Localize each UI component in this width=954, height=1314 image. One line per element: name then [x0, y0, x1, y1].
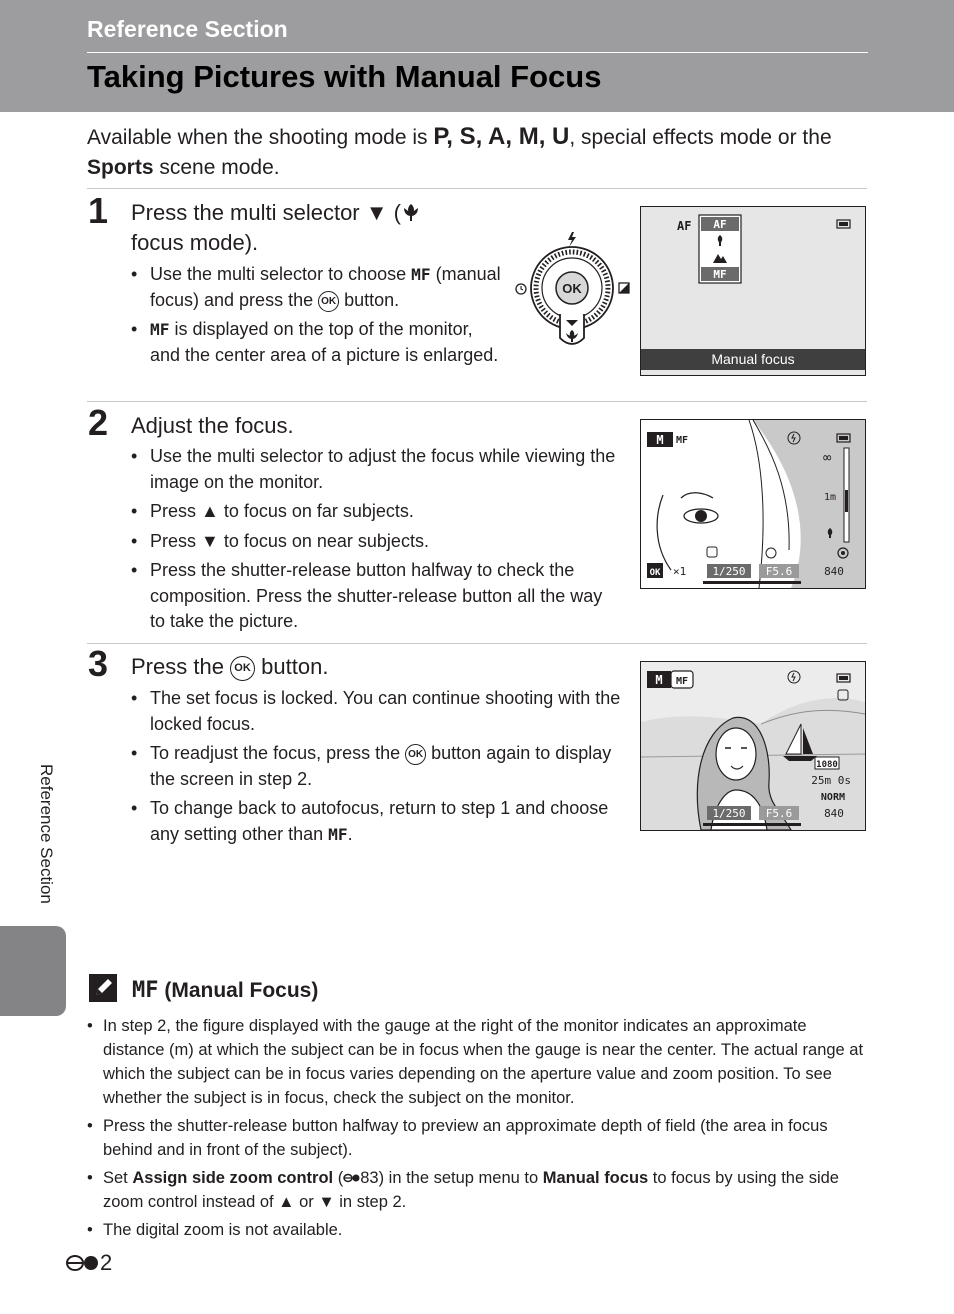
note-bullet-4: • The digital zoom is not available. — [87, 1218, 872, 1242]
ok-lock-label: OK — [649, 568, 661, 578]
header-bar — [0, 0, 954, 112]
af-label: AF — [677, 219, 692, 233]
step-2-bullet-3: • Press ▼ to focus on near subjects. — [131, 529, 621, 555]
exposure-compensation-icon — [619, 283, 629, 293]
step-2-title: Adjust the focus. — [131, 413, 294, 438]
ok-button-icon: OK — [405, 744, 426, 765]
monitor-focus-menu — [640, 206, 866, 376]
manual-focus-icon: MF — [411, 265, 431, 284]
distance-label: 1m — [824, 492, 837, 503]
manual-focus-icon: MF — [150, 320, 170, 339]
mf-indicator: MF — [676, 435, 689, 446]
battery-icon — [837, 674, 850, 682]
zoom-ratio: ×1 — [673, 565, 687, 578]
header-divider — [87, 52, 868, 53]
note-bullets — [87, 1014, 872, 1246]
step-3-bullets — [131, 686, 621, 851]
step-1-bullets — [131, 262, 503, 372]
step-2-number: 2 — [88, 402, 109, 443]
manual-focus-icon: MF — [132, 978, 159, 1003]
setting-manual-focus: Manual focus — [542, 1169, 649, 1187]
battery-icon — [837, 220, 850, 228]
availability-prefix: Available when the shooting mode is — [87, 126, 434, 149]
note-bullet-2: • Press the shutter-release button halfway to preview an approximate depth of field (the area in focus behind and in front of the subject). — [87, 1114, 872, 1162]
movie-resolution: 1080 — [816, 760, 838, 770]
shooting-mode-m: M — [656, 433, 664, 447]
eye-illustration — [684, 509, 718, 523]
section-label: Reference Section — [87, 16, 288, 42]
memory-icon — [707, 547, 717, 557]
step-3-bullet-1: • The set focus is locked. You can continue shooting with the locked focus. — [131, 686, 621, 737]
side-tab — [0, 926, 66, 1016]
reference-section-icon — [66, 1254, 100, 1272]
shutter-speed: 1/250 — [712, 565, 746, 578]
step-1-bullet-1: • Use the multi selector to choose MF (manual focus) and press the OK button. — [131, 262, 503, 313]
divider — [87, 188, 867, 189]
manual-focus-icon: MF — [328, 824, 348, 844]
step-3-title: Press the OK button. — [131, 654, 329, 679]
aperture-value: F5.6 — [765, 565, 793, 578]
step-1-title: Press the multi selector ▼ ( focus mode). — [131, 198, 471, 258]
step-2-bullet-1: • Use the multi selector to adjust the focus while viewing the image on the monitor. — [131, 444, 621, 495]
divider — [87, 401, 867, 402]
availability-middle: , special effects mode or the — [569, 126, 832, 149]
page-number: 2 — [66, 1250, 112, 1276]
step-2-bullet-2: • Press ▲ to focus on far subjects. — [131, 499, 621, 525]
note-bullet-3: • Set Assign side zoom control ( 83) in the setup menu to Manual focus to focus by using the side zoom control instead of ▲ or ▼ in step 2. — [87, 1166, 872, 1214]
shooting-mode-m: M — [655, 673, 663, 687]
availability-text — [87, 122, 877, 183]
menu-item-mf: MF — [713, 268, 727, 281]
note-bullet-1: • In step 2, the figure displayed with the gauge at the right of the monitor indicates an approximate distance (m) at which the subject can be in focus when the gauge is near the center. The actual range at which the subject can be in focus varies depending on the aperture value and zoom position. To see whether the subject is in focus, check the subject on the monitor. — [87, 1014, 872, 1110]
scene-mode: Sports — [87, 156, 154, 179]
monitor-caption: Manual focus — [711, 351, 795, 367]
motion-detection-icon — [766, 548, 776, 558]
infinity-label: ∞ — [823, 450, 832, 466]
ok-button-icon: OK — [230, 656, 255, 681]
shooting-modes: P, S, A, M, U — [433, 123, 570, 150]
aperture-value: F5.6 — [765, 807, 793, 820]
page-title: Taking Pictures with Manual Focus — [87, 59, 602, 94]
macro-flower-icon — [401, 201, 421, 223]
step-3-bullet-2: • To readjust the focus, press the OK button again to display the screen in step 2. — [131, 741, 621, 792]
multi-selector-illustration — [512, 228, 634, 354]
menu-item-af: AF — [713, 218, 727, 231]
availability-suffix: scene mode. — [153, 156, 280, 179]
flash-mode-icon — [788, 671, 800, 683]
step-1-number: 1 — [88, 190, 109, 231]
step-2-bullet-4: • Press the shutter-release button halfway to check the composition. Press the shutter-release button all the way to take the picture. — [131, 558, 621, 635]
image-quality: NORM — [820, 792, 845, 803]
step-3-bullet-3: • To change back to autofocus, return to step 1 and choose any setting other than MF. — [131, 796, 621, 847]
setting-assign-side-zoom: Assign side zoom control — [132, 1169, 334, 1187]
note-title: MF (Manual Focus) — [132, 978, 319, 1003]
shutter-speed: 1/250 — [712, 807, 746, 820]
ok-button-icon: OK — [318, 291, 339, 312]
note-pencil-icon — [89, 974, 117, 1002]
exposures-remaining: 840 — [824, 565, 844, 578]
exposures-remaining: 840 — [824, 807, 844, 820]
movie-time-remaining: 25m 0s — [811, 774, 851, 787]
step-2-bullets — [131, 444, 621, 639]
monitor-focus-locked — [640, 661, 866, 831]
divider — [87, 643, 867, 644]
reference-section-icon — [343, 1172, 360, 1184]
step-1-bullet-2: • MF is displayed on the top of the monitor, and the center area of a picture is enlarged. — [131, 317, 503, 368]
mf-indicator: MF — [675, 676, 689, 687]
side-tab-label: Reference Section — [37, 764, 56, 904]
step-3-number: 3 — [88, 643, 109, 684]
flash-icon — [568, 232, 576, 247]
ok-center-label: OK — [562, 281, 582, 296]
monitor-manual-focus-enlarged — [640, 419, 866, 589]
self-timer-icon — [516, 284, 526, 294]
